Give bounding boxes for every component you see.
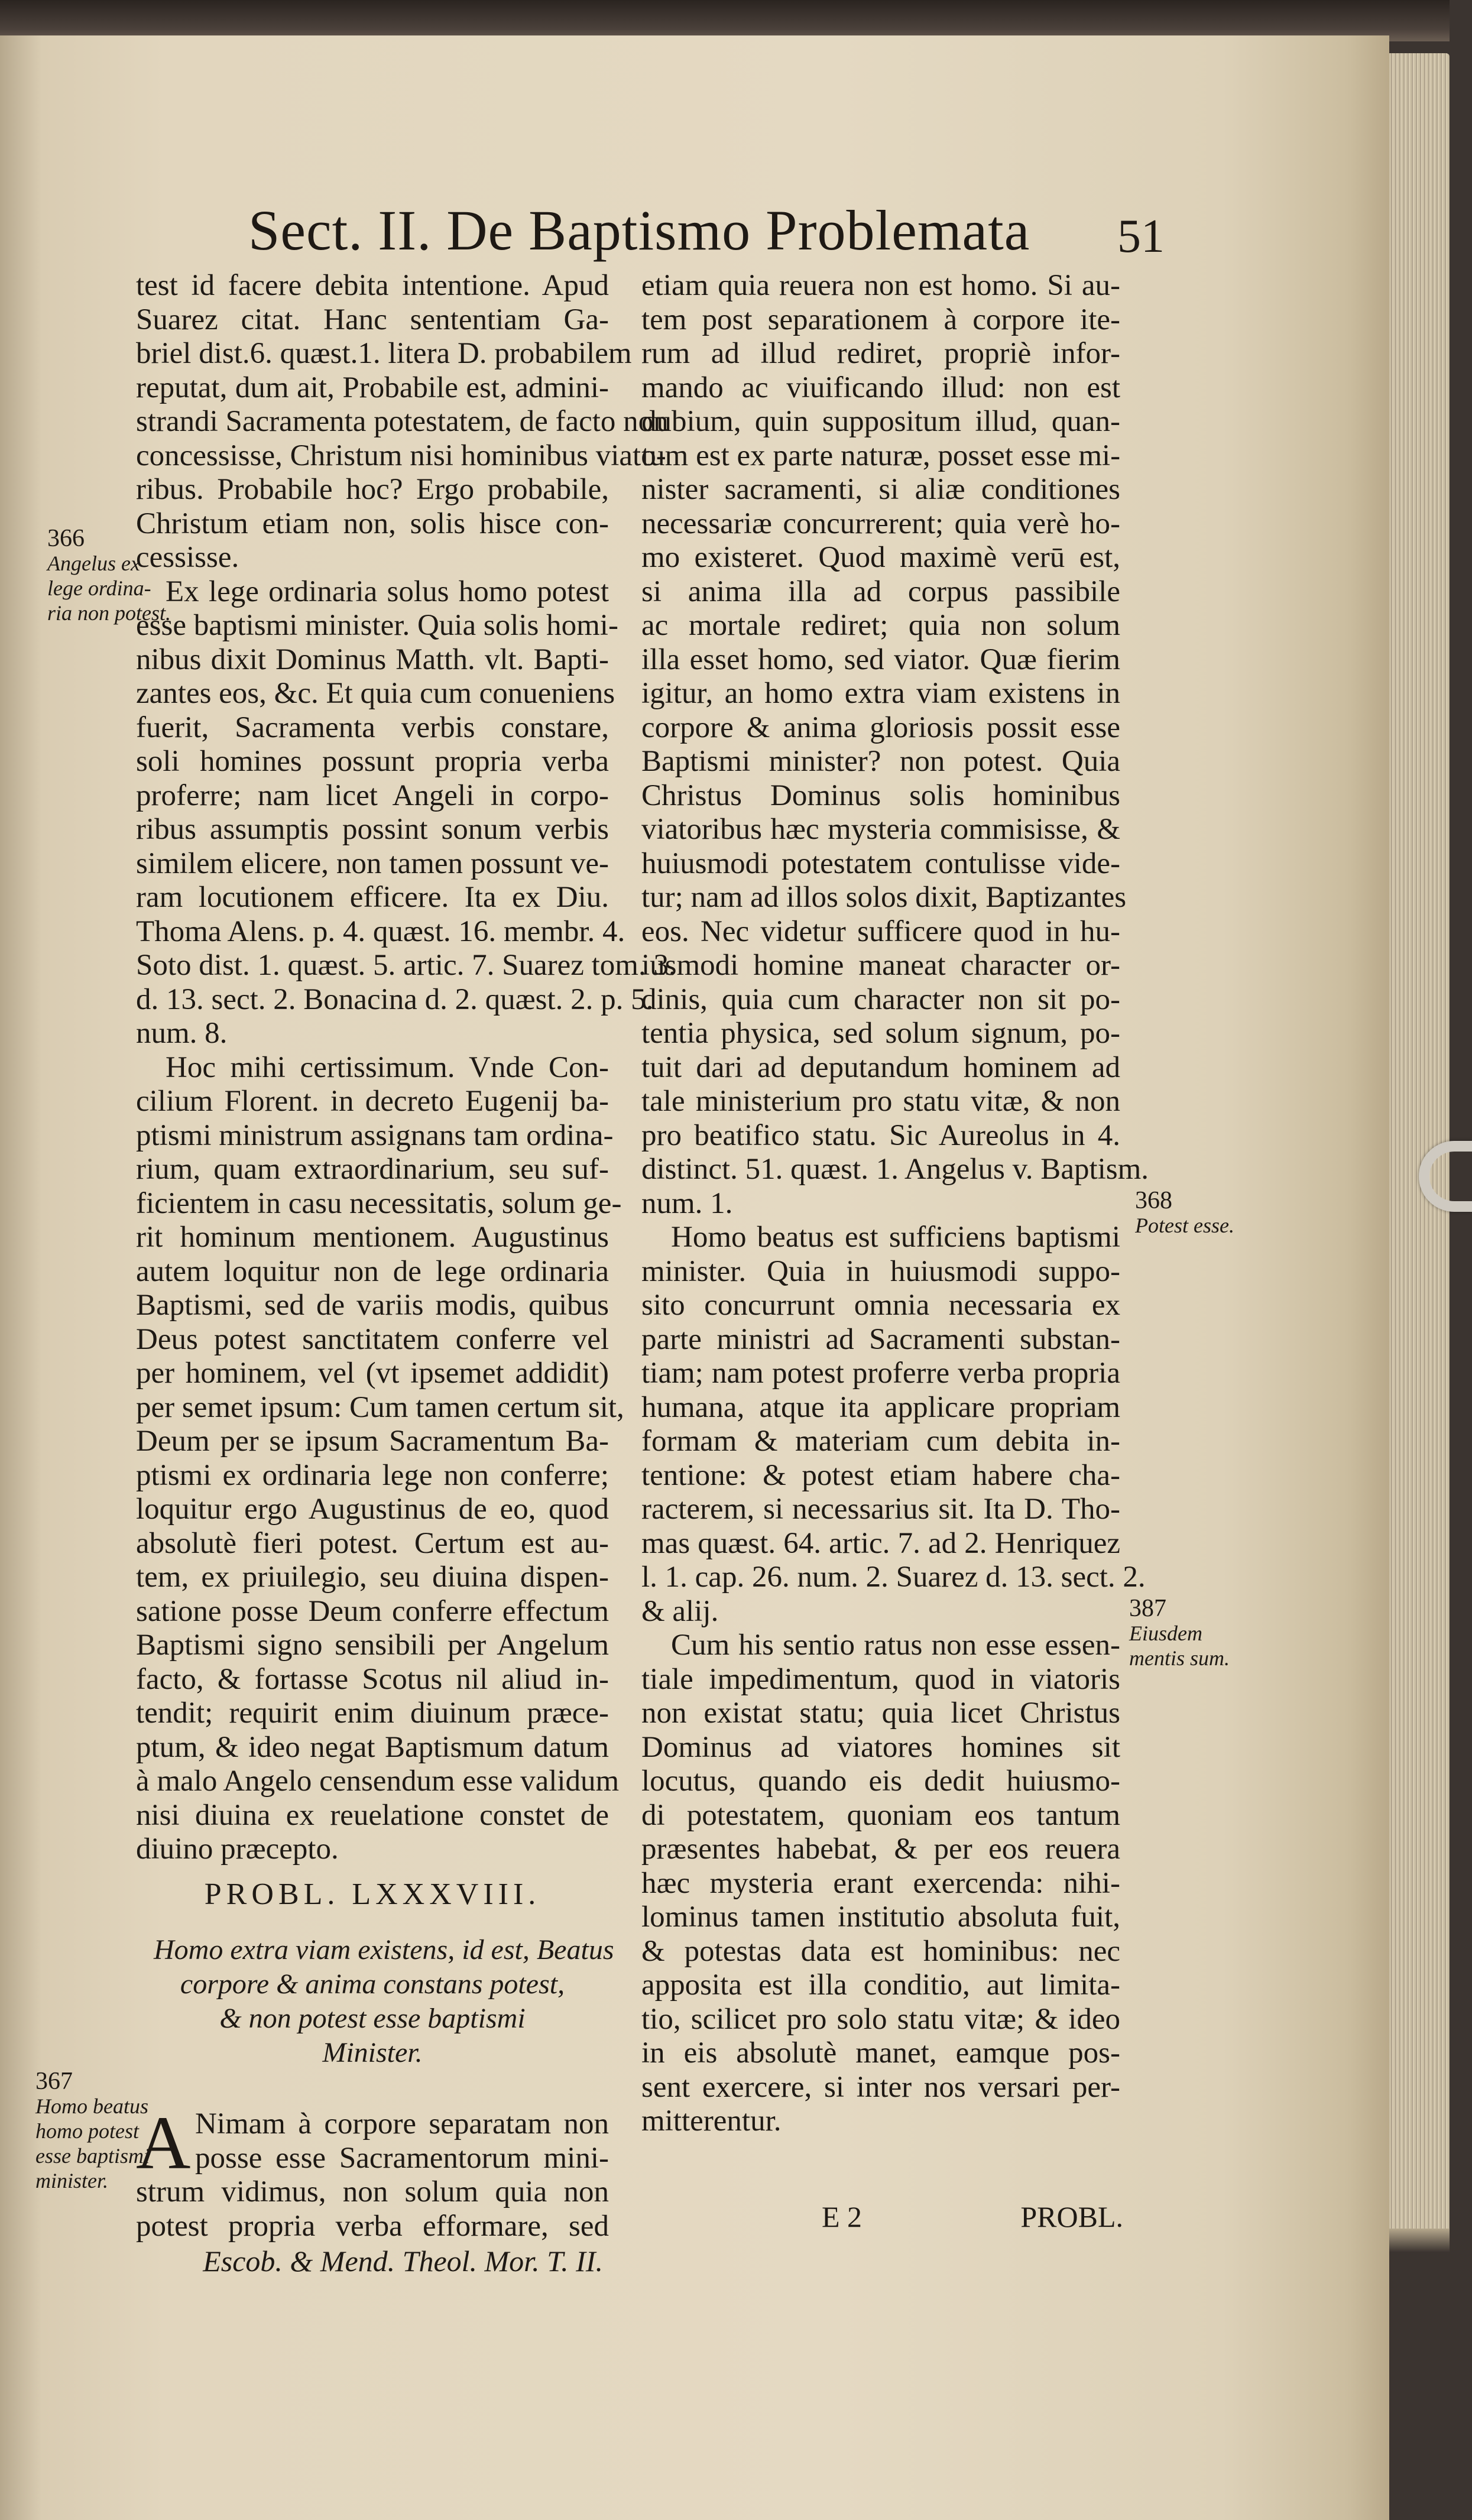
text-line: di potestatem, quoniam eos tantum bbox=[641, 1798, 1120, 1832]
text-line: nibus dixit Dominus Matth. vlt. Bapti- bbox=[136, 643, 609, 676]
text-line: cilium Florent. in decreto Eugenij ba- bbox=[136, 1085, 609, 1118]
body-line: potest propria verba efformare, sed bbox=[136, 2209, 609, 2243]
left-column bbox=[136, 269, 676, 1867]
text-line: mas quæst. 64. artic. 7. ad 2. Henriquez bbox=[641, 1526, 1120, 1560]
text-line: Dominus ad viatores homines sit bbox=[641, 1730, 1120, 1764]
text-line: apposita est illa conditio, aut limita- bbox=[641, 1968, 1120, 2002]
text-line: cessisse. bbox=[136, 541, 239, 574]
text-line: à malo Angelo censendum esse validum bbox=[136, 1765, 620, 1798]
body-line: posse esse Sacramentorum mini- bbox=[195, 2141, 609, 2175]
text-line: tendit; requirit enim diuinum præce- bbox=[136, 1697, 609, 1730]
text-line: rium, quam extraordinarium, seu suf- bbox=[136, 1153, 609, 1186]
margin-note-number: 366 bbox=[47, 525, 85, 552]
text-line: per hominem, vel (vt ipsemet addidit) bbox=[136, 1357, 609, 1390]
text-line: diuino præcepto. bbox=[136, 1833, 339, 1866]
footer-attribution: Escob. & Mend. Theol. Mor. T. II. bbox=[203, 2245, 603, 2278]
margin-note-line: homo potest bbox=[35, 2119, 139, 2143]
margin-note-line: lege ordina- bbox=[47, 576, 151, 600]
text-line: autem loquitur non de lege ordinaria bbox=[136, 1254, 609, 1288]
text-line: parte ministri ad Sacramenti substan- bbox=[641, 1322, 1120, 1356]
text-line: ram locutionem efficere. Ita ex Diu. bbox=[136, 881, 609, 914]
margin-note-367 bbox=[35, 2069, 150, 2193]
text-line: reputat, dum ait, Probabile est, admini- bbox=[136, 371, 609, 404]
text-line: d. 13. sect. 2. Bonacina d. 2. quæst. 2. p. 5. bbox=[136, 982, 654, 1016]
text-line: iusmodi homine maneat character or- bbox=[641, 949, 1120, 982]
text-line: racterem, si necessarius sit. Ita D. Tho- bbox=[641, 1493, 1120, 1526]
text-line: ptismi ex ordinaria lege non conferre; bbox=[136, 1458, 609, 1492]
summary-line: & non potest esse baptismi bbox=[219, 2003, 526, 2034]
margin-note-line: Potest esse. bbox=[1135, 1214, 1234, 1237]
margin-note-number: 367 bbox=[35, 2068, 73, 2095]
text-line: rum ad illud rediret, propriè infor- bbox=[641, 337, 1120, 370]
text-line: nisi diuina ex reuelatione constet de bbox=[136, 1798, 609, 1832]
text-line: tentia physica, sed solum signum, po- bbox=[641, 1017, 1120, 1050]
text-line: præsentes habebat, & per eos reuera bbox=[641, 1833, 1120, 1866]
text-line: l. 1. cap. 26. num. 2. Suarez d. 13. sect. 2. bbox=[641, 1561, 1146, 1594]
text-line: Cum his sentio ratus non esse essen- bbox=[671, 1629, 1120, 1662]
summary-line: Homo extra viam existens, id est, Beatus bbox=[154, 1934, 614, 1966]
text-line: tem post separationem à corpore ite- bbox=[641, 303, 1120, 336]
text-line: Homo beatus est sufficiens baptismi bbox=[671, 1221, 1120, 1254]
page-number: 51 bbox=[1117, 210, 1165, 262]
text-line: eos. Nec videtur sufficere quod in hu- bbox=[641, 914, 1120, 948]
text-line: mo existeret. Quod maximè verū est, bbox=[641, 541, 1120, 574]
text-line: humana, atque ita applicare propriam bbox=[641, 1390, 1120, 1424]
margin-note-line: Eiusdem bbox=[1129, 1621, 1202, 1645]
text-line: non existat statu; quia licet Christus bbox=[641, 1697, 1120, 1730]
text-line: minister. Quia in huiusmodi suppo- bbox=[641, 1254, 1120, 1288]
text-line: tur; nam ad illos solos dixit, Baptizantes bbox=[641, 881, 1127, 914]
text-line: etiam quia reuera non est homo. Si au- bbox=[641, 269, 1120, 302]
text-line: absolutè fieri potest. Certum est au- bbox=[136, 1526, 609, 1560]
margin-note-number: 368 bbox=[1135, 1187, 1172, 1214]
margin-note-366 bbox=[47, 526, 171, 625]
text-line: loquitur ergo Augustinus de eo, quod bbox=[136, 1493, 609, 1526]
text-line: in eis absolutè manet, eamque pos- bbox=[641, 2036, 1120, 2070]
text-line: tiale impedimentum, quod in viatoris bbox=[641, 1662, 1120, 1696]
text-line: Hoc mihi certissimum. Vnde Con- bbox=[166, 1050, 609, 1084]
text-line: ficientem in casu necessitatis, solum ge- bbox=[136, 1186, 622, 1220]
text-line: proferre; nam licet Angeli in corpo- bbox=[136, 779, 609, 812]
text-line: mando ac viuificando illud: non est bbox=[641, 371, 1120, 404]
text-line: zantes eos, &c. Et quia cum conueniens bbox=[136, 677, 615, 710]
text-line: mitterentur. bbox=[641, 2104, 782, 2138]
margin-note-line: Homo beatus bbox=[35, 2094, 148, 2118]
text-line: Baptismi, sed de variis modis, quibus bbox=[136, 1289, 609, 1322]
text-line: num. 8. bbox=[136, 1017, 228, 1050]
catchword: PROBL. bbox=[1020, 2200, 1123, 2233]
margin-note-368 bbox=[1135, 1188, 1234, 1238]
text-line: soli homines possunt propria verba bbox=[136, 745, 609, 778]
text-line: concessisse, Christum nisi hominibus viato- bbox=[136, 439, 666, 472]
text-line: Deum per se ipsum Sacramentum Ba- bbox=[136, 1425, 609, 1458]
margin-note-line: esse baptismi bbox=[35, 2144, 150, 2168]
signature-mark: E 2 bbox=[822, 2200, 863, 2233]
text-line: tiam; nam potest proferre verba propria bbox=[641, 1357, 1120, 1390]
margin-note-number: 387 bbox=[1129, 1595, 1166, 1622]
text-line: huiusmodi potestatem contulisse vide- bbox=[641, 847, 1120, 880]
text-line: lominus tamen institutio absoluta fuit, bbox=[641, 1900, 1120, 1934]
text-line: ptismi ministrum assignans tam ordina- bbox=[136, 1118, 614, 1152]
text-line: num. 1. bbox=[641, 1186, 733, 1220]
text-line: ribus assumptis possint sonum verbis bbox=[136, 813, 609, 846]
text-line: corpore & anima gloriosis possit esse bbox=[641, 711, 1120, 744]
text-line: viatoribus hæc mysteria commisisse, & bbox=[641, 813, 1120, 846]
text-line: briel dist.6. quæst.1. litera D. probabilem bbox=[136, 337, 632, 370]
text-line: necessariæ concurrerent; quia verè ho- bbox=[641, 507, 1120, 540]
text-line: similem elicere, non tamen possunt ve- bbox=[136, 847, 609, 880]
margin-note-line: ria non potest. bbox=[47, 601, 171, 625]
body-line: strum vidimus, non solum quia non bbox=[136, 2175, 609, 2208]
text-line: facto, & fortasse Scotus nil aliud in- bbox=[136, 1662, 609, 1696]
text-line: sent exercere, si inter nos versari per- bbox=[641, 2070, 1120, 2104]
text-line: Soto dist. 1. quæst. 5. artic. 7. Suarez tom. 3. bbox=[136, 949, 676, 982]
text-line: tio, scilicet pro solo statu vitæ; & ideo bbox=[641, 2002, 1120, 2036]
text-line: satione posse Deum conferre effectum bbox=[136, 1594, 609, 1628]
problem-heading: PROBL. LXXXVIII. bbox=[204, 1877, 541, 1911]
text-line: tentione: & potest etiam habere cha- bbox=[641, 1458, 1120, 1492]
running-title: Sect. II. De Baptismo Problemata bbox=[248, 199, 1030, 262]
book-page bbox=[0, 35, 1389, 2520]
text-line: dubium, quin suppositum illud, quan- bbox=[641, 405, 1120, 438]
text-line: per semet ipsum: Cum tamen certum sit, bbox=[136, 1390, 624, 1424]
text-line: tem, ex priuilegio, seu diuina dispen- bbox=[136, 1561, 609, 1594]
text-line: Christus Dominus solis hominibus bbox=[641, 779, 1120, 812]
text-line: Ex lege ordinaria solus homo potest bbox=[166, 575, 609, 608]
text-line: Christum etiam non, solis hisce con- bbox=[136, 507, 609, 540]
text-line: Thoma Alens. p. 4. quæst. 16. membr. 4. bbox=[136, 914, 625, 948]
text-line: sito concurrunt omnia necessaria ex bbox=[641, 1289, 1120, 1322]
margin-note-line: minister. bbox=[35, 2169, 109, 2193]
summary-line: Minister. bbox=[322, 2037, 423, 2068]
text-line: ac mortale rediret; quia non solum bbox=[641, 609, 1120, 642]
text-line: tuit dari ad deputandum hominem ad bbox=[641, 1050, 1120, 1084]
text-line: distinct. 51. quæst. 1. Angelus v. Baptism. bbox=[641, 1153, 1149, 1186]
text-line: nister sacramenti, si aliæ conditiones bbox=[641, 473, 1120, 506]
text-line: hæc mysteria erant exercenda: nihi- bbox=[641, 1866, 1120, 1900]
text-line: Baptismi minister? non potest. Quia bbox=[641, 745, 1120, 778]
text-line: ribus. Probabile hoc? Ergo probabile, bbox=[136, 473, 609, 506]
text-line: Deus potest sanctitatem conferre vel bbox=[136, 1322, 609, 1356]
text-line: Baptismi signo sensibili per Angelum bbox=[136, 1629, 609, 1662]
text-line: locutus, quando eis dedit huiusmo- bbox=[641, 1765, 1120, 1798]
summary-line: corpore & anima constans potest, bbox=[180, 1968, 565, 2000]
text-line: esse baptismi minister. Quia solis homi- bbox=[136, 609, 618, 642]
text-line: strandi Sacramenta potestatem, de facto non bbox=[136, 405, 669, 438]
text-line: & potestas data est hominibus: nec bbox=[641, 1934, 1120, 1968]
text-line: rit hominum mentionem. Augustinus bbox=[136, 1221, 609, 1254]
text-line: tum est ex parte naturæ, posset esse mi- bbox=[641, 439, 1121, 472]
text-line: & alij. bbox=[641, 1594, 719, 1628]
margin-note-line: mentis sum. bbox=[1129, 1646, 1230, 1670]
text-line: ptum, & ideo negat Baptismum datum bbox=[136, 1730, 609, 1764]
text-line: Suarez citat. Hanc sententiam Ga- bbox=[136, 303, 609, 336]
margin-note-line: Angelus ex bbox=[47, 552, 140, 575]
body-line: Nimam à corpore separatam non bbox=[195, 2107, 609, 2140]
text-line: test id facere debita intentione. Apud bbox=[136, 269, 609, 302]
drop-cap: A bbox=[136, 2101, 191, 2185]
text-line: dinis, quia cum character non sit po- bbox=[641, 982, 1120, 1016]
text-line: si anima illa ad corpus passibile bbox=[641, 575, 1120, 608]
problem-summary bbox=[154, 1933, 614, 2070]
text-line: illa esset homo, sed viator. Quæ fierim bbox=[641, 643, 1120, 676]
text-line: formam & materiam cum debita in- bbox=[641, 1425, 1120, 1458]
text-line: igitur, an homo extra viam existens in bbox=[641, 677, 1120, 710]
text-line: pro beatifico statu. Sic Aureolus in 4. bbox=[641, 1118, 1120, 1152]
margin-note-387 bbox=[1129, 1596, 1230, 1671]
text-line: tale ministerium pro statu vitæ, & non bbox=[641, 1085, 1120, 1118]
text-line: fuerit, Sacramenta verbis constare, bbox=[136, 711, 609, 744]
